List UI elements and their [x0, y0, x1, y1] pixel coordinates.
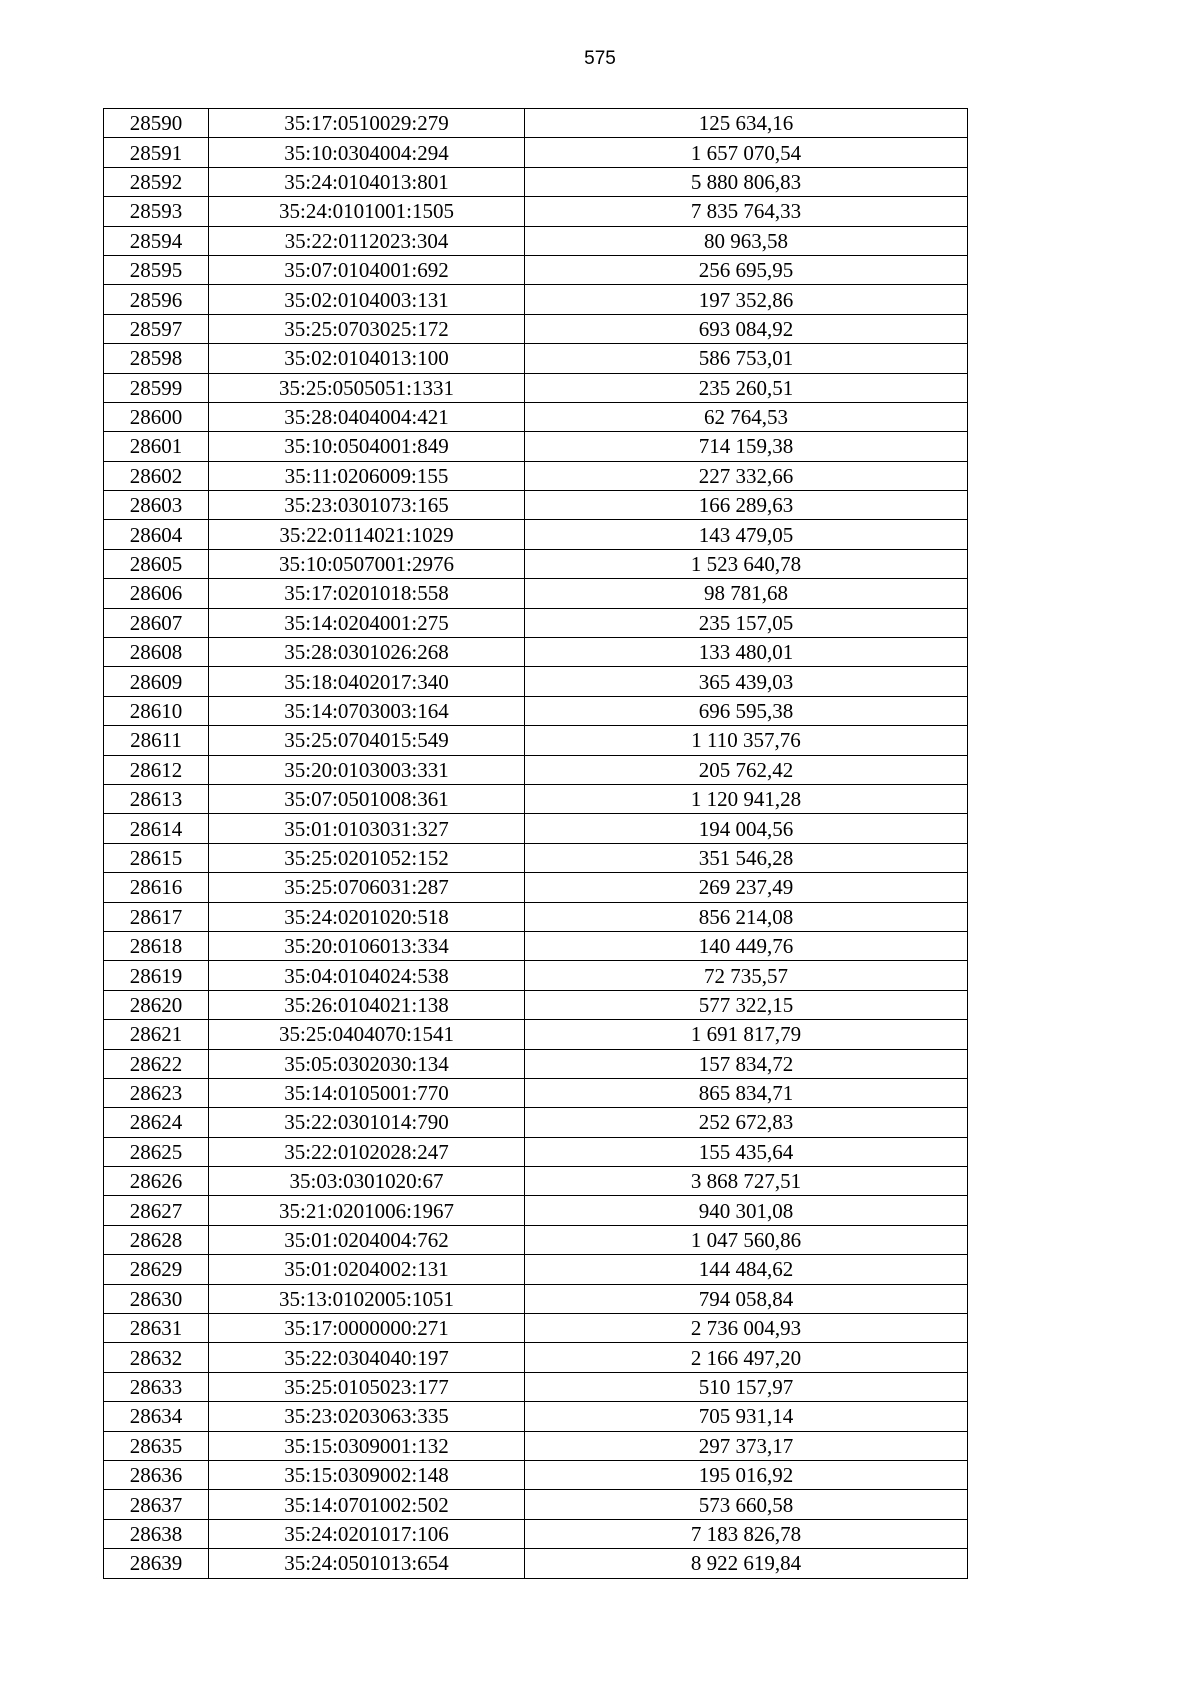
- cadastral-value-cell: 235 260,51: [525, 373, 968, 402]
- row-number-cell: 28613: [104, 784, 209, 813]
- cadastral-number-cell: 35:22:0114021:1029: [209, 520, 525, 549]
- cadastral-value-cell: 3 868 727,51: [525, 1167, 968, 1196]
- row-number-cell: 28624: [104, 1108, 209, 1137]
- table-row: [104, 1108, 968, 1137]
- table-row: [104, 1167, 968, 1196]
- row-number-cell: 28612: [104, 755, 209, 784]
- cadastral-number-cell: 35:10:0507001:2976: [209, 549, 525, 578]
- cadastral-number-cell: 35:17:0000000:271: [209, 1314, 525, 1343]
- table-row: [104, 373, 968, 402]
- row-number-cell: 28614: [104, 814, 209, 843]
- cadastral-number-cell: 35:25:0704015:549: [209, 726, 525, 755]
- table-row: [104, 990, 968, 1019]
- cadastral-value-cell: 693 084,92: [525, 314, 968, 343]
- cadastral-number-cell: 35:02:0104003:131: [209, 285, 525, 314]
- cadastral-value-cell: 794 058,84: [525, 1284, 968, 1313]
- cadastral-number-cell: 35:26:0104021:138: [209, 990, 525, 1019]
- row-number-cell: 28617: [104, 902, 209, 931]
- cadastral-number-cell: 35:01:0103031:327: [209, 814, 525, 843]
- cadastral-value-cell: 1 691 817,79: [525, 1020, 968, 1049]
- cadastral-number-cell: 35:25:0703025:172: [209, 314, 525, 343]
- row-number-cell: 28598: [104, 344, 209, 373]
- page-number: 575: [584, 48, 616, 69]
- table-row: [104, 314, 968, 343]
- cadastral-value-cell: 62 764,53: [525, 402, 968, 431]
- cadastral-value-cell: 365 439,03: [525, 667, 968, 696]
- table-row: [104, 138, 968, 167]
- cadastral-number-cell: 35:15:0309001:132: [209, 1431, 525, 1460]
- cadastral-number-cell: 35:25:0201052:152: [209, 843, 525, 872]
- cadastral-value-cell: 155 435,64: [525, 1137, 968, 1166]
- row-number-cell: 28607: [104, 608, 209, 637]
- table-row: [104, 167, 968, 196]
- row-number-cell: 28608: [104, 638, 209, 667]
- table-row: [104, 520, 968, 549]
- cadastral-value-cell: 586 753,01: [525, 344, 968, 373]
- table-row: [104, 931, 968, 960]
- row-number-cell: 28618: [104, 931, 209, 960]
- cadastral-number-cell: 35:22:0112023:304: [209, 226, 525, 255]
- row-number-cell: 28594: [104, 226, 209, 255]
- table-row: [104, 579, 968, 608]
- row-number-cell: 28630: [104, 1284, 209, 1313]
- row-number-cell: 28599: [104, 373, 209, 402]
- row-number-cell: 28625: [104, 1137, 209, 1166]
- cadastral-number-cell: 35:22:0304040:197: [209, 1343, 525, 1372]
- table-row: [104, 109, 968, 138]
- row-number-cell: 28633: [104, 1372, 209, 1401]
- row-number-cell: 28601: [104, 432, 209, 461]
- table-row: [104, 549, 968, 578]
- cadastral-number-cell: 35:10:0304004:294: [209, 138, 525, 167]
- cadastral-value-cell: 7 835 764,33: [525, 197, 968, 226]
- table-body: [104, 109, 968, 1579]
- table-row: [104, 197, 968, 226]
- row-number-cell: 28600: [104, 402, 209, 431]
- cadastral-number-cell: 35:07:0501008:361: [209, 784, 525, 813]
- cadastral-number-cell: 35:04:0104024:538: [209, 961, 525, 990]
- cadastral-value-cell: 125 634,16: [525, 109, 968, 138]
- cadastral-value-cell: 577 322,15: [525, 990, 968, 1019]
- row-number-cell: 28627: [104, 1196, 209, 1225]
- row-number-cell: 28619: [104, 961, 209, 990]
- table-row: [104, 1490, 968, 1519]
- table-row: [104, 784, 968, 813]
- row-number-cell: 28635: [104, 1431, 209, 1460]
- table-row: [104, 1343, 968, 1372]
- table-row: [104, 226, 968, 255]
- cadastral-value-cell: 1 047 560,86: [525, 1225, 968, 1254]
- table-row: [104, 1372, 968, 1401]
- cadastral-value-cell: 166 289,63: [525, 491, 968, 520]
- cadastral-number-cell: 35:03:0301020:67: [209, 1167, 525, 1196]
- cadastral-value-cell: 510 157,97: [525, 1372, 968, 1401]
- table-row: [104, 873, 968, 902]
- table-row: [104, 608, 968, 637]
- table-row: [104, 1460, 968, 1489]
- cadastral-number-cell: 35:24:0104013:801: [209, 167, 525, 196]
- row-number-cell: 28602: [104, 461, 209, 490]
- table-row: [104, 1196, 968, 1225]
- table-row: [104, 1078, 968, 1107]
- cadastral-value-cell: 2 166 497,20: [525, 1343, 968, 1372]
- cadastral-value-cell: 940 301,08: [525, 1196, 968, 1225]
- cadastral-value-cell: 80 963,58: [525, 226, 968, 255]
- cadastral-value-cell: 195 016,92: [525, 1460, 968, 1489]
- row-number-cell: 28609: [104, 667, 209, 696]
- table-row: [104, 1402, 968, 1431]
- table-row: [104, 461, 968, 490]
- row-number-cell: 28622: [104, 1049, 209, 1078]
- row-number-cell: 28631: [104, 1314, 209, 1343]
- row-number-cell: 28621: [104, 1020, 209, 1049]
- cadastral-value-table: [103, 108, 968, 1579]
- table-row: [104, 726, 968, 755]
- cadastral-value-cell: 205 762,42: [525, 755, 968, 784]
- table-row: [104, 1549, 968, 1578]
- cadastral-number-cell: 35:22:0102028:247: [209, 1137, 525, 1166]
- cadastral-number-cell: 35:01:0204004:762: [209, 1225, 525, 1254]
- cadastral-number-cell: 35:21:0201006:1967: [209, 1196, 525, 1225]
- cadastral-number-cell: 35:28:0301026:268: [209, 638, 525, 667]
- cadastral-number-cell: 35:17:0510029:279: [209, 109, 525, 138]
- row-number-cell: 28590: [104, 109, 209, 138]
- row-number-cell: 28615: [104, 843, 209, 872]
- row-number-cell: 28628: [104, 1225, 209, 1254]
- cadastral-value-cell: 856 214,08: [525, 902, 968, 931]
- row-number-cell: 28593: [104, 197, 209, 226]
- table-row: [104, 755, 968, 784]
- table-row: [104, 638, 968, 667]
- cadastral-value-cell: 235 157,05: [525, 608, 968, 637]
- cadastral-value-cell: 133 480,01: [525, 638, 968, 667]
- row-number-cell: 28603: [104, 491, 209, 520]
- cadastral-value-cell: 705 931,14: [525, 1402, 968, 1431]
- cadastral-number-cell: 35:14:0204001:275: [209, 608, 525, 637]
- cadastral-number-cell: 35:17:0201018:558: [209, 579, 525, 608]
- table-row: [104, 696, 968, 725]
- table-row: [104, 1431, 968, 1460]
- row-number-cell: 28639: [104, 1549, 209, 1578]
- row-number-cell: 28632: [104, 1343, 209, 1372]
- cadastral-number-cell: 35:14:0105001:770: [209, 1078, 525, 1107]
- row-number-cell: 28634: [104, 1402, 209, 1431]
- cadastral-value-cell: 351 546,28: [525, 843, 968, 872]
- table-row: [104, 402, 968, 431]
- cadastral-value-cell: 2 736 004,93: [525, 1314, 968, 1343]
- cadastral-number-cell: 35:25:0706031:287: [209, 873, 525, 902]
- table-row: [104, 344, 968, 373]
- cadastral-value-cell: 573 660,58: [525, 1490, 968, 1519]
- cadastral-number-cell: 35:10:0504001:849: [209, 432, 525, 461]
- table-row: [104, 255, 968, 284]
- cadastral-number-cell: 35:24:0501013:654: [209, 1549, 525, 1578]
- cadastral-value-cell: 714 159,38: [525, 432, 968, 461]
- cadastral-number-cell: 35:14:0703003:164: [209, 696, 525, 725]
- cadastral-value-cell: 157 834,72: [525, 1049, 968, 1078]
- row-number-cell: 28620: [104, 990, 209, 1019]
- cadastral-value-cell: 194 004,56: [525, 814, 968, 843]
- cadastral-number-cell: 35:14:0701002:502: [209, 1490, 525, 1519]
- cadastral-value-cell: 252 672,83: [525, 1108, 968, 1137]
- cadastral-number-cell: 35:07:0104001:692: [209, 255, 525, 284]
- table-row: [104, 285, 968, 314]
- cadastral-number-cell: 35:02:0104013:100: [209, 344, 525, 373]
- table-row: [104, 1255, 968, 1284]
- cadastral-value-cell: 140 449,76: [525, 931, 968, 960]
- cadastral-number-cell: 35:25:0105023:177: [209, 1372, 525, 1401]
- table-row: [104, 1519, 968, 1548]
- cadastral-value-cell: 197 352,86: [525, 285, 968, 314]
- cadastral-value-cell: 256 695,95: [525, 255, 968, 284]
- cadastral-value-cell: 696 595,38: [525, 696, 968, 725]
- row-number-cell: 28591: [104, 138, 209, 167]
- cadastral-value-cell: 269 237,49: [525, 873, 968, 902]
- table-row: [104, 1284, 968, 1313]
- cadastral-value-cell: 227 332,66: [525, 461, 968, 490]
- row-number-cell: 28616: [104, 873, 209, 902]
- cadastral-number-cell: 35:25:0404070:1541: [209, 1020, 525, 1049]
- cadastral-number-cell: 35:01:0204002:131: [209, 1255, 525, 1284]
- table-row: [104, 667, 968, 696]
- cadastral-value-cell: 5 880 806,83: [525, 167, 968, 196]
- row-number-cell: 28610: [104, 696, 209, 725]
- cadastral-number-cell: 35:24:0201017:106: [209, 1519, 525, 1548]
- row-number-cell: 28604: [104, 520, 209, 549]
- cadastral-value-cell: 1 657 070,54: [525, 138, 968, 167]
- cadastral-number-cell: 35:20:0106013:334: [209, 931, 525, 960]
- row-number-cell: 28637: [104, 1490, 209, 1519]
- cadastral-number-cell: 35:15:0309002:148: [209, 1460, 525, 1489]
- cadastral-value-cell: 144 484,62: [525, 1255, 968, 1284]
- row-number-cell: 28605: [104, 549, 209, 578]
- row-number-cell: 28638: [104, 1519, 209, 1548]
- row-number-cell: 28629: [104, 1255, 209, 1284]
- row-number-cell: 28611: [104, 726, 209, 755]
- cadastral-value-cell: 72 735,57: [525, 961, 968, 990]
- table-row: [104, 1049, 968, 1078]
- cadastral-number-cell: 35:28:0404004:421: [209, 402, 525, 431]
- row-number-cell: 28597: [104, 314, 209, 343]
- row-number-cell: 28636: [104, 1460, 209, 1489]
- cadastral-value-cell: 865 834,71: [525, 1078, 968, 1107]
- cadastral-number-cell: 35:20:0103003:331: [209, 755, 525, 784]
- row-number-cell: 28623: [104, 1078, 209, 1107]
- table-row: [104, 432, 968, 461]
- cadastral-value-cell: 1 523 640,78: [525, 549, 968, 578]
- cadastral-value-cell: 1 110 357,76: [525, 726, 968, 755]
- cadastral-number-cell: 35:11:0206009:155: [209, 461, 525, 490]
- cadastral-value-cell: 1 120 941,28: [525, 784, 968, 813]
- table-row: [104, 1225, 968, 1254]
- cadastral-value-cell: 297 373,17: [525, 1431, 968, 1460]
- table-row: [104, 1020, 968, 1049]
- table-row: [104, 961, 968, 990]
- row-number-cell: 28592: [104, 167, 209, 196]
- cadastral-value-cell: 7 183 826,78: [525, 1519, 968, 1548]
- table-row: [104, 491, 968, 520]
- cadastral-number-cell: 35:13:0102005:1051: [209, 1284, 525, 1313]
- table-row: [104, 902, 968, 931]
- row-number-cell: 28606: [104, 579, 209, 608]
- cadastral-number-cell: 35:23:0203063:335: [209, 1402, 525, 1431]
- cadastral-number-cell: 35:05:0302030:134: [209, 1049, 525, 1078]
- cadastral-number-cell: 35:23:0301073:165: [209, 491, 525, 520]
- cadastral-value-cell: 143 479,05: [525, 520, 968, 549]
- table-row: [104, 1137, 968, 1166]
- cadastral-number-cell: 35:25:0505051:1331: [209, 373, 525, 402]
- cadastral-number-cell: 35:24:0201020:518: [209, 902, 525, 931]
- table-row: [104, 843, 968, 872]
- cadastral-number-cell: 35:22:0301014:790: [209, 1108, 525, 1137]
- cadastral-value-cell: 98 781,68: [525, 579, 968, 608]
- table-row: [104, 814, 968, 843]
- row-number-cell: 28596: [104, 285, 209, 314]
- row-number-cell: 28626: [104, 1167, 209, 1196]
- cadastral-value-cell: 8 922 619,84: [525, 1549, 968, 1578]
- row-number-cell: 28595: [104, 255, 209, 284]
- table-row: [104, 1314, 968, 1343]
- cadastral-number-cell: 35:24:0101001:1505: [209, 197, 525, 226]
- cadastral-number-cell: 35:18:0402017:340: [209, 667, 525, 696]
